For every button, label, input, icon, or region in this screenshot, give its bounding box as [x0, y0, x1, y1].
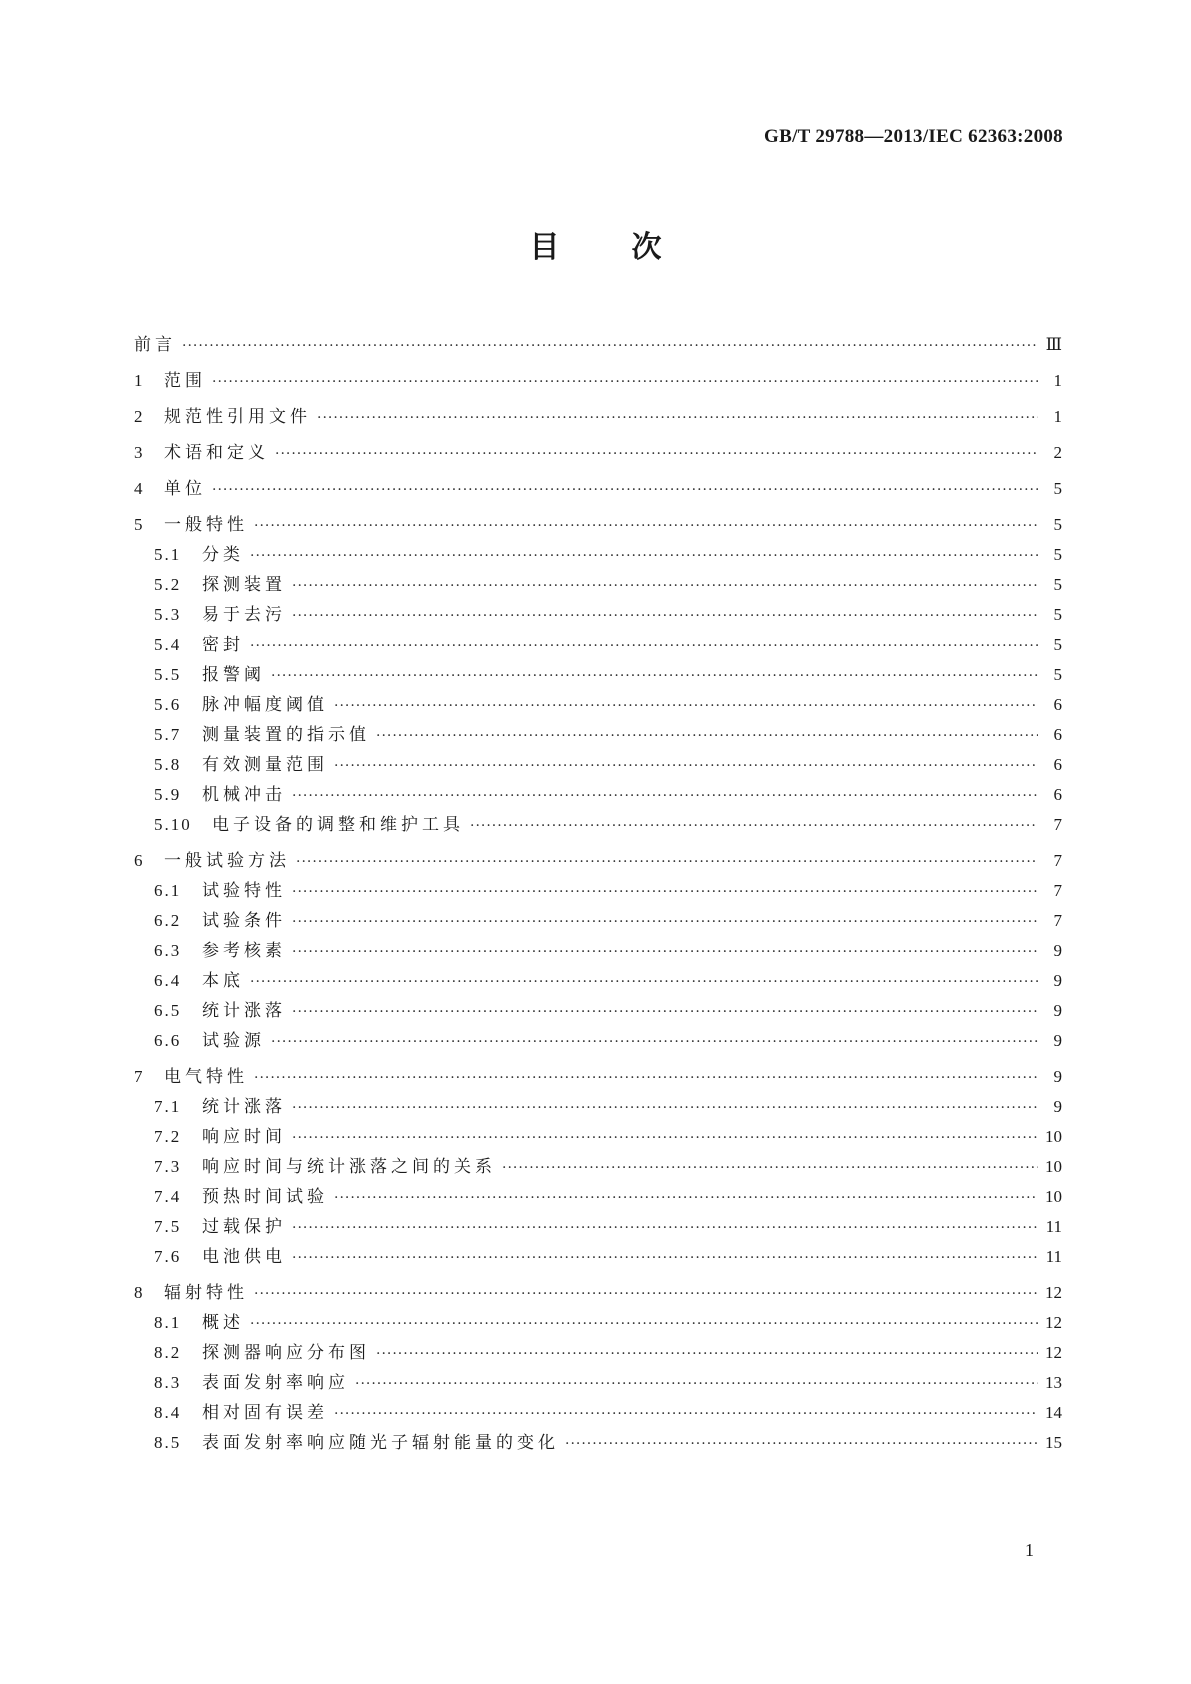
- toc-entry-title: 辐射特性: [164, 1283, 248, 1303]
- toc-entry-number: 7.5: [154, 1217, 182, 1236]
- toc-entry-page: 7: [1053, 911, 1062, 930]
- toc-entry[interactable]: [134, 720, 1062, 750]
- dot-leader: [212, 367, 1038, 396]
- toc-entry-page: 2: [1053, 443, 1062, 462]
- toc-entry-page: 13: [1045, 1373, 1062, 1392]
- dot-leader: [292, 907, 1038, 936]
- toc-entry-number: 6.6: [154, 1031, 182, 1050]
- toc-entry-number: 5.10: [154, 815, 192, 834]
- dot-leader: [271, 661, 1038, 690]
- dot-leader: [254, 1063, 1038, 1092]
- toc-entry-number: 5: [134, 515, 145, 534]
- toc-entry[interactable]: [134, 1368, 1062, 1398]
- dot-leader: [502, 1153, 1038, 1182]
- toc-entry[interactable]: [134, 966, 1062, 996]
- toc-entry-title: 表面发射率响应: [202, 1373, 349, 1393]
- toc-entry[interactable]: [134, 366, 1062, 396]
- toc-entry-title: 响应时间: [202, 1127, 286, 1147]
- toc-entry-title: 一般特性: [164, 515, 248, 535]
- dot-leader: [250, 967, 1038, 996]
- toc-entry[interactable]: [134, 1026, 1062, 1056]
- dot-leader: [271, 1027, 1038, 1056]
- dot-leader: [182, 331, 1038, 360]
- toc-entry-page: 5: [1053, 605, 1062, 624]
- toc-entry-title: 范围: [164, 371, 206, 391]
- toc-entry[interactable]: [134, 660, 1062, 690]
- toc-entry-number: 8.5: [154, 1433, 182, 1452]
- toc-entry-title: 电子设备的调整和维护工具: [212, 815, 464, 835]
- dot-leader: [334, 751, 1038, 780]
- toc-entry-title: 电气特性: [164, 1067, 248, 1087]
- toc-entry-page: 6: [1053, 725, 1062, 744]
- toc-entry-title: 单位: [164, 479, 206, 499]
- dot-leader: [292, 1093, 1038, 1122]
- toc-entry[interactable]: [134, 906, 1062, 936]
- toc-entry-title: 试验特性: [202, 881, 286, 901]
- toc-entry-title: 测量装置的指示值: [202, 725, 370, 745]
- toc-entry[interactable]: [134, 1182, 1062, 1212]
- toc-entry-title: 统计涨落: [202, 1001, 286, 1021]
- toc-entry-page: 9: [1053, 1067, 1062, 1086]
- toc-entry-page: 5: [1053, 545, 1062, 564]
- toc-entry-number: 7.4: [154, 1187, 182, 1206]
- toc-entry-page: 10: [1045, 1187, 1062, 1206]
- toc-entry[interactable]: [134, 1308, 1062, 1338]
- dot-leader: [250, 631, 1038, 660]
- toc-entry[interactable]: [134, 996, 1062, 1026]
- toc-entry-number: 7.3: [154, 1157, 182, 1176]
- toc-entry[interactable]: [134, 1278, 1062, 1308]
- toc-entry[interactable]: [134, 630, 1062, 660]
- toc-entry-number: 6.4: [154, 971, 182, 990]
- toc-entry[interactable]: [134, 402, 1062, 432]
- toc-entry-page: 5: [1053, 515, 1062, 534]
- toc-entry-page: 1: [1053, 407, 1062, 426]
- toc-entry-number: 5.4: [154, 635, 182, 654]
- dot-leader: [292, 937, 1038, 966]
- toc-entry-page: 7: [1053, 851, 1062, 870]
- toc-entry-page: 5: [1053, 479, 1062, 498]
- toc-entry-title: 探测器响应分布图: [202, 1343, 370, 1363]
- toc-entry-title: 易于去污: [202, 605, 286, 625]
- dot-leader: [376, 721, 1038, 750]
- dot-leader: [292, 571, 1038, 600]
- toc-entry-number: 5.3: [154, 605, 182, 624]
- toc-entry-number: 6.3: [154, 941, 182, 960]
- toc-entry-number: 5.8: [154, 755, 182, 774]
- toc-entry-title: 试验条件: [202, 911, 286, 931]
- dot-leader: [292, 1213, 1038, 1242]
- toc-entry-number: 6: [134, 851, 145, 870]
- standard-code: GB/T 29788—2013/IEC 62363:2008: [764, 126, 1063, 147]
- toc-entry-page: 9: [1053, 1001, 1062, 1020]
- toc-entry-page: 9: [1053, 941, 1062, 960]
- toc-entry[interactable]: [134, 540, 1062, 570]
- toc-entry-page: 7: [1053, 881, 1062, 900]
- toc-entry[interactable]: [134, 750, 1062, 780]
- toc-entry-page: 10: [1045, 1157, 1062, 1176]
- toc-entry-page: 9: [1053, 1031, 1062, 1050]
- toc-entry-number: 8.2: [154, 1343, 182, 1362]
- dot-leader: [292, 997, 1038, 1026]
- toc-entry-page: 11: [1045, 1247, 1062, 1266]
- toc-entry-page: 6: [1053, 755, 1062, 774]
- toc-entry[interactable]: [134, 1062, 1062, 1092]
- dot-leader: [292, 1243, 1038, 1272]
- toc-entry-number: 5.5: [154, 665, 182, 684]
- toc-entry[interactable]: [134, 1398, 1062, 1428]
- toc-entry-number: 8.1: [154, 1313, 182, 1332]
- toc-entry-page: 7: [1053, 815, 1062, 834]
- toc-entry-title: 电池供电: [202, 1247, 286, 1267]
- toc-entry-page: 15: [1045, 1433, 1062, 1452]
- toc-entry-number: 8: [134, 1283, 145, 1302]
- dot-leader: [212, 475, 1038, 504]
- toc-entry-page: 6: [1053, 785, 1062, 804]
- toc-entry-number: 6.1: [154, 881, 182, 900]
- toc-entry-title: 脉冲幅度阈值: [202, 695, 328, 715]
- toc-entry-number: 8.4: [154, 1403, 182, 1422]
- toc-entry[interactable]: [134, 1092, 1062, 1122]
- toc-entry[interactable]: [134, 936, 1062, 966]
- toc-entry-title: 规范性引用文件: [164, 407, 311, 427]
- toc-entry-title: 探测装置: [202, 575, 286, 595]
- dot-leader: [292, 781, 1038, 810]
- toc-entry-title: 参考核素: [202, 941, 286, 961]
- toc-entry[interactable]: [134, 1428, 1062, 1458]
- toc-entry-title: 响应时间与统计涨落之间的关系: [202, 1157, 496, 1177]
- toc-entry-number: 3: [134, 443, 145, 462]
- toc-entry-number: 7.6: [154, 1247, 182, 1266]
- toc-entry-number: 5.2: [154, 575, 182, 594]
- dot-leader: [292, 877, 1038, 906]
- toc-entry-title: 过载保护: [202, 1217, 286, 1237]
- page-number: 1: [1025, 1540, 1034, 1560]
- dot-leader: [292, 601, 1038, 630]
- toc-entry-title: 术语和定义: [164, 443, 269, 463]
- toc-entry-number: 4: [134, 479, 145, 498]
- dot-leader: [292, 1123, 1038, 1152]
- toc-entry-title: 试验源: [202, 1031, 265, 1051]
- toc-entry[interactable]: [134, 876, 1062, 906]
- toc-entry[interactable]: [134, 570, 1062, 600]
- toc-entry-title: 报警阈: [202, 665, 265, 685]
- toc-entry-page: 5: [1053, 665, 1062, 684]
- toc-entry-title: 概述: [202, 1313, 244, 1333]
- dot-leader: [334, 691, 1038, 720]
- dot-leader: [334, 1399, 1038, 1428]
- toc-entry-page: 5: [1053, 575, 1062, 594]
- toc-entry[interactable]: [134, 438, 1062, 468]
- toc-entry-page: 14: [1045, 1403, 1062, 1422]
- toc-entry[interactable]: [134, 690, 1062, 720]
- toc-entry-title: 表面发射率响应随光子辐射能量的变化: [202, 1433, 559, 1453]
- toc-entry-title: 预热时间试验: [202, 1187, 328, 1207]
- toc-entry-page: 11: [1045, 1217, 1062, 1236]
- toc-entry[interactable]: [134, 1152, 1062, 1182]
- toc-entry[interactable]: [134, 330, 1062, 360]
- toc-entry[interactable]: [134, 474, 1062, 504]
- page-title: 目次: [529, 230, 734, 265]
- toc-entry-page: 5: [1053, 635, 1062, 654]
- toc-entry-title: 机械冲击: [202, 785, 286, 805]
- toc-entry[interactable]: [134, 1338, 1062, 1368]
- toc-entry-number: 6.5: [154, 1001, 182, 1020]
- toc-entry-number: 6.2: [154, 911, 182, 930]
- toc-entry-title: 相对固有误差: [202, 1403, 328, 1423]
- toc-entry-title: 有效测量范围: [202, 755, 328, 775]
- toc-entry-number: 8.3: [154, 1373, 182, 1392]
- dot-leader: [275, 439, 1038, 468]
- toc-entry[interactable]: [134, 846, 1062, 876]
- toc-entry-title: 密封: [202, 635, 244, 655]
- toc-entry-page: 12: [1045, 1283, 1062, 1302]
- toc-entry-number: 7.2: [154, 1127, 182, 1146]
- toc-entry[interactable]: [134, 600, 1062, 630]
- table-of-contents: [134, 330, 1062, 1458]
- toc-entry-title: 分类: [202, 545, 244, 565]
- toc-entry-number: 5.1: [154, 545, 182, 564]
- toc-entry-title: 统计涨落: [202, 1097, 286, 1117]
- dot-leader: [250, 541, 1038, 570]
- toc-entry-number: 5.6: [154, 695, 182, 714]
- toc-entry-page: 1: [1053, 371, 1062, 390]
- toc-entry-page: 12: [1045, 1313, 1062, 1332]
- toc-entry-page: 9: [1053, 971, 1062, 990]
- toc-entry[interactable]: [134, 1212, 1062, 1242]
- toc-entry[interactable]: [134, 510, 1062, 540]
- toc-entry-page: 10: [1045, 1127, 1062, 1146]
- toc-entry-page: 9: [1053, 1097, 1062, 1116]
- toc-entry-page: Ⅲ: [1045, 335, 1062, 354]
- dot-leader: [470, 811, 1038, 840]
- dot-leader: [254, 511, 1038, 540]
- toc-entry[interactable]: [134, 1242, 1062, 1272]
- toc-entry-title: 本底: [202, 971, 244, 991]
- dot-leader: [250, 1309, 1038, 1338]
- dot-leader: [565, 1429, 1038, 1458]
- toc-entry-number: 2: [134, 407, 145, 426]
- toc-entry-number: 5.9: [154, 785, 182, 804]
- dot-leader: [296, 847, 1038, 876]
- toc-entry-number: 7.1: [154, 1097, 182, 1116]
- toc-entry-page: 12: [1045, 1343, 1062, 1362]
- toc-entry[interactable]: [134, 1122, 1062, 1152]
- toc-entry-title: 前言: [134, 335, 176, 355]
- toc-entry[interactable]: [134, 810, 1062, 840]
- toc-entry-number: 5.7: [154, 725, 182, 744]
- dot-leader: [334, 1183, 1038, 1212]
- dot-leader: [317, 403, 1038, 432]
- toc-entry[interactable]: [134, 780, 1062, 810]
- toc-entry-title: 一般试验方法: [164, 851, 290, 871]
- toc-entry-number: 1: [134, 371, 145, 390]
- toc-entry-number: 7: [134, 1067, 145, 1086]
- dot-leader: [355, 1369, 1038, 1398]
- toc-entry-page: 6: [1053, 695, 1062, 714]
- dot-leader: [254, 1279, 1038, 1308]
- dot-leader: [376, 1339, 1038, 1368]
